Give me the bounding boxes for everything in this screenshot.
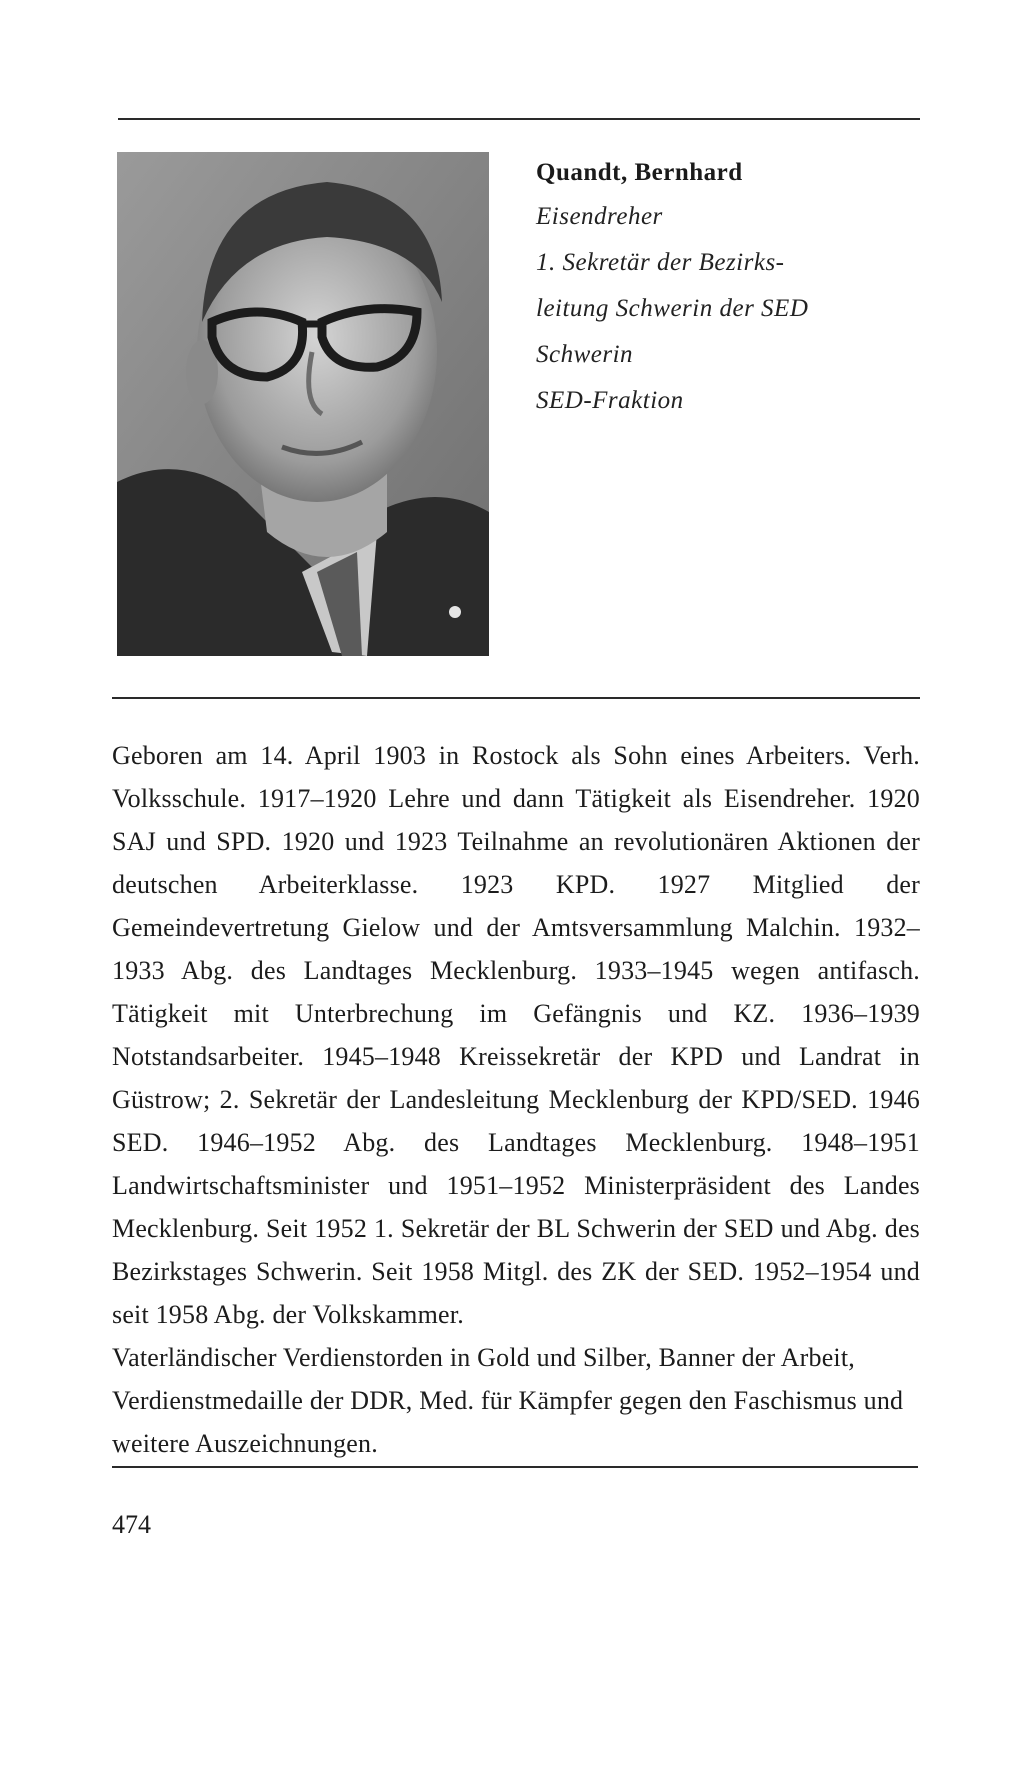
member-name: Quandt, Bernhard <box>536 159 743 186</box>
biography-paragraph: Geboren am 14. April 1903 in Rostock als Sohn eines Arbeiters. Verh. Volksschule. 1917–1920 Lehre und dann Tätigkeit als Eisendreher. 1920 SAJ und SPD. 1920 und 1923 Teilnahme an revolutionären Aktionen der deutschen Arbeiterklasse. 1923 KPD. 1927 Mitglied der Gemeindevertretung Gielow und der Amtsversammlung Malchin. 1932–1933 Abg. des Landtages Mecklenburg. 1933–1945 wegen antifasch. Tätigkeit mit Unterbrechung im Gefängnis und KZ. 1936–1939 Notstandsarbeiter. 1945–1948 Kreissekretär der KPD und Landrat in Güstrow; 2. Sekretär der Landesleitung Mecklenburg der KPD/SED. 1946 SED. 1946–1952 Abg. des Landtages Mecklenburg. 1948–1951 Landwirtschaftsminister und 1951–1952 Ministerpräsident des Landes Mecklenburg. Seit 1952 1. Sekretär der BL Schwerin der SED und Abg. des Bezirkstages Schwerin. Seit 1958 Mitgl. des ZK der SED. 1952–1954 und seit 1958 Abg. der Volkskammer. <box>112 741 920 1329</box>
occupation: Eisendreher <box>536 203 663 230</box>
member-details <box>536 152 956 424</box>
middle-rule <box>112 697 920 699</box>
awards-paragraph: Vaterländischer Verdienstorden in Gold und Silber, Banner der Arbeit, Verdienstmedaille der DDR, Med. für Kämpfer gegen den Faschismus und weitere Auszeichnungen. <box>112 1343 904 1458</box>
bottom-rule <box>112 1466 918 1468</box>
biography <box>112 734 920 1465</box>
faction: SED-Fraktion <box>536 387 684 414</box>
portrait-photo <box>117 152 489 656</box>
position-line-2: leitung Schwerin der SED <box>536 295 809 322</box>
page-number: 474 <box>112 1510 151 1539</box>
constituency: Schwerin <box>536 341 634 368</box>
portrait-photo-icon <box>117 152 489 656</box>
top-rule <box>118 118 920 120</box>
position-line-1: 1. Sekretär der Bezirks- <box>536 249 785 276</box>
